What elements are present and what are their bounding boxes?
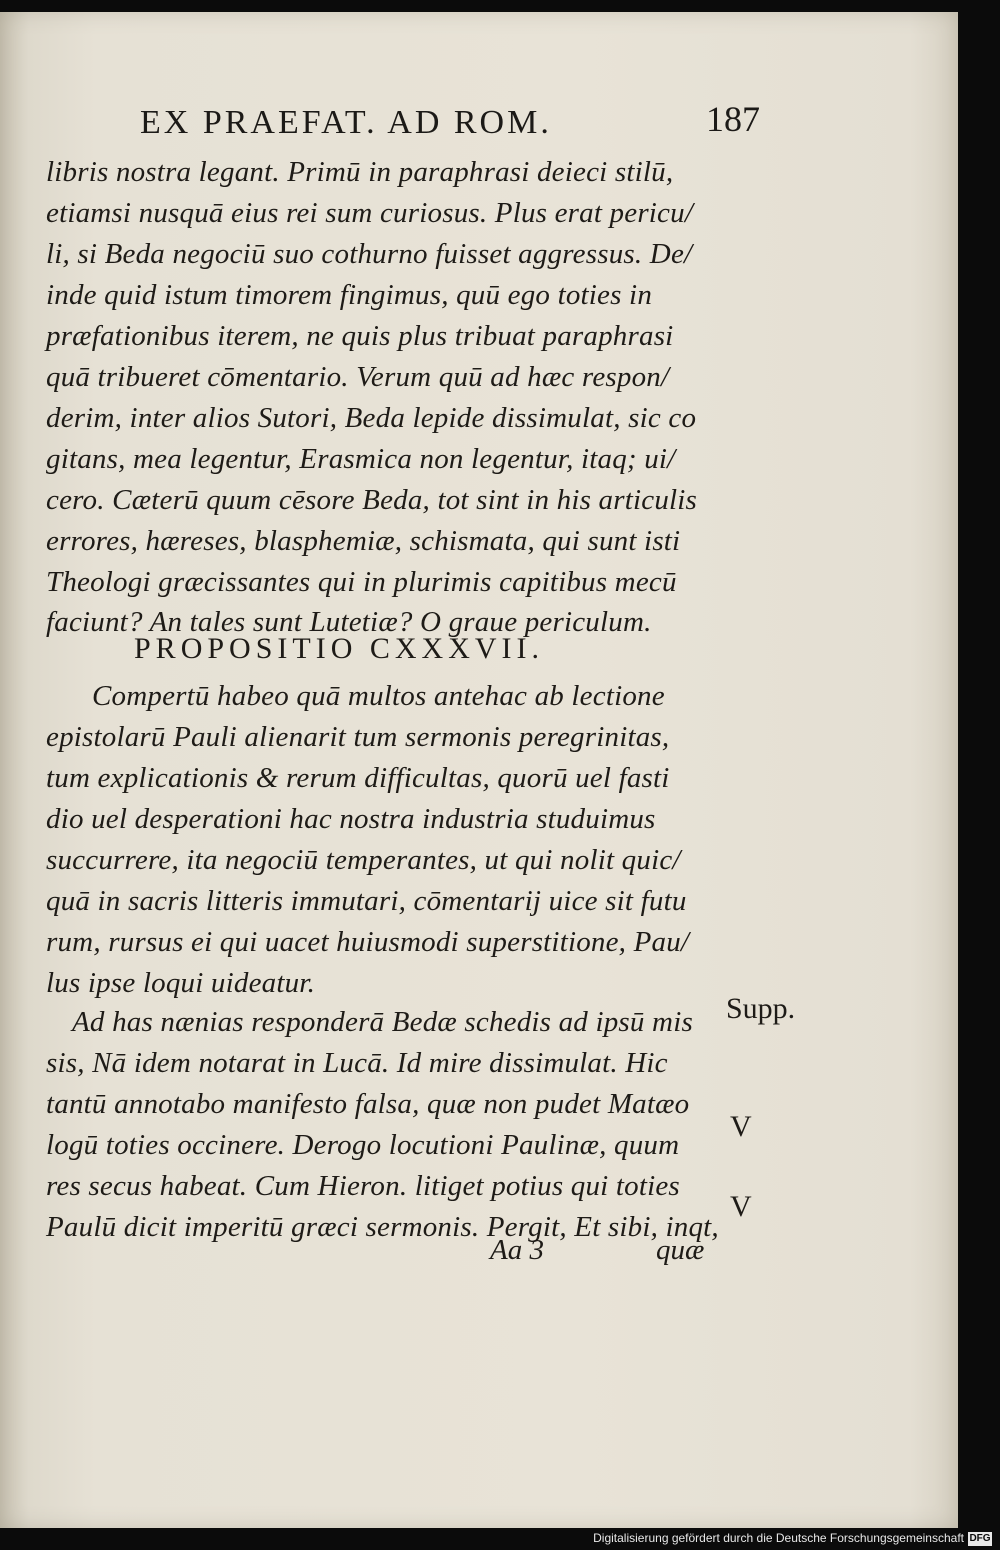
text-line: derim, inter alios Sutori, Beda lepide dissimulat, sic co	[46, 402, 697, 434]
text-line: logū toties occinere. Derogo locutioni Paulinæ, quum	[46, 1129, 680, 1161]
margin-note: Supp.	[726, 992, 796, 1025]
text-line: epistolarū Pauli alienarit tum sermonis peregrinitas,	[46, 721, 670, 753]
signature-mark: Aa 3	[490, 1234, 544, 1266]
text-line: Ad has nænias responderā Bedæ schedis ad ipsū mis	[72, 1006, 693, 1038]
text-line: errores, hæreses, blasphemiæ, schismata, qui sunt isti	[46, 525, 681, 557]
margin-note: V	[730, 1110, 752, 1143]
text-line: li, si Beda negociū suo cothurno fuisset aggressus. De/	[46, 238, 693, 270]
text-line: res secus habeat. Cum Hieron. litiget potius qui toties	[46, 1170, 680, 1202]
text-line: Compertū habeo quā multos antehac ab lectione	[92, 680, 665, 712]
text-line: lus ipse loqui uideatur.	[46, 967, 316, 999]
text-line: tum explicationis & rerum difficultas, quorū uel fasti	[46, 762, 670, 794]
text-line: inde quid istum timorem fingimus, quū ego toties in	[46, 279, 653, 311]
text-line: quā tribueret cōmentario. Verum quū ad hæc respon/	[46, 361, 670, 393]
text-line: cero. Cæterū quum cēsore Beda, tot sint in his articulis	[46, 484, 698, 516]
section-heading: PROPOSITIO CXXXVII.	[134, 632, 545, 665]
dfg-logo: DFG	[969, 1533, 991, 1544]
running-head: EX PRAEFAT. AD ROM.	[140, 104, 552, 141]
text-line: succurrere, ita negociū temperantes, ut qui nolit quic/	[46, 844, 681, 876]
text-line: rum, rursus ei qui uacet huiusmodi superstitione, Pau/	[46, 926, 690, 958]
text-line: gitans, mea legentur, Erasmica non legentur, itaq; ui/	[46, 443, 676, 475]
text-line: sis, Nā idem notarat in Lucā. Id mire dissimulat. Hic	[46, 1047, 668, 1079]
digitization-credit: Digitalisierung gefördert durch die Deutsche Forschungsgemeinschaft	[593, 1531, 964, 1545]
page-number: 187	[706, 99, 760, 139]
text-line: dio uel desperationi hac nostra industria studuimus	[46, 803, 656, 835]
text-line: libris nostra legant. Primū in paraphrasi deieci stilū,	[46, 156, 674, 188]
text-line: præfationibus iterem, ne quis plus tribuat paraphrasi	[46, 320, 674, 352]
text-line: faciunt? An tales sunt Lutetiæ? O graue periculum.	[46, 606, 652, 638]
text-line: tantū annotabo manifesto falsa, quæ non pudet Matæo	[46, 1088, 690, 1120]
margin-note: V	[730, 1190, 752, 1223]
text-line: Theologi græcissantes qui in plurimis capitibus mecū	[46, 566, 677, 598]
catchword: quæ	[656, 1234, 705, 1266]
text-line: Paulū dicit imperitū græci sermonis. Pergit, Et sibi, inqt,	[46, 1211, 719, 1243]
book-page	[0, 12, 958, 1528]
text-line: quā in sacris litteris immutari, cōmentarij uice sit futu	[46, 885, 687, 917]
text-line: etiamsi nusquā eius rei sum curiosus. Plus erat pericu/	[46, 197, 694, 229]
